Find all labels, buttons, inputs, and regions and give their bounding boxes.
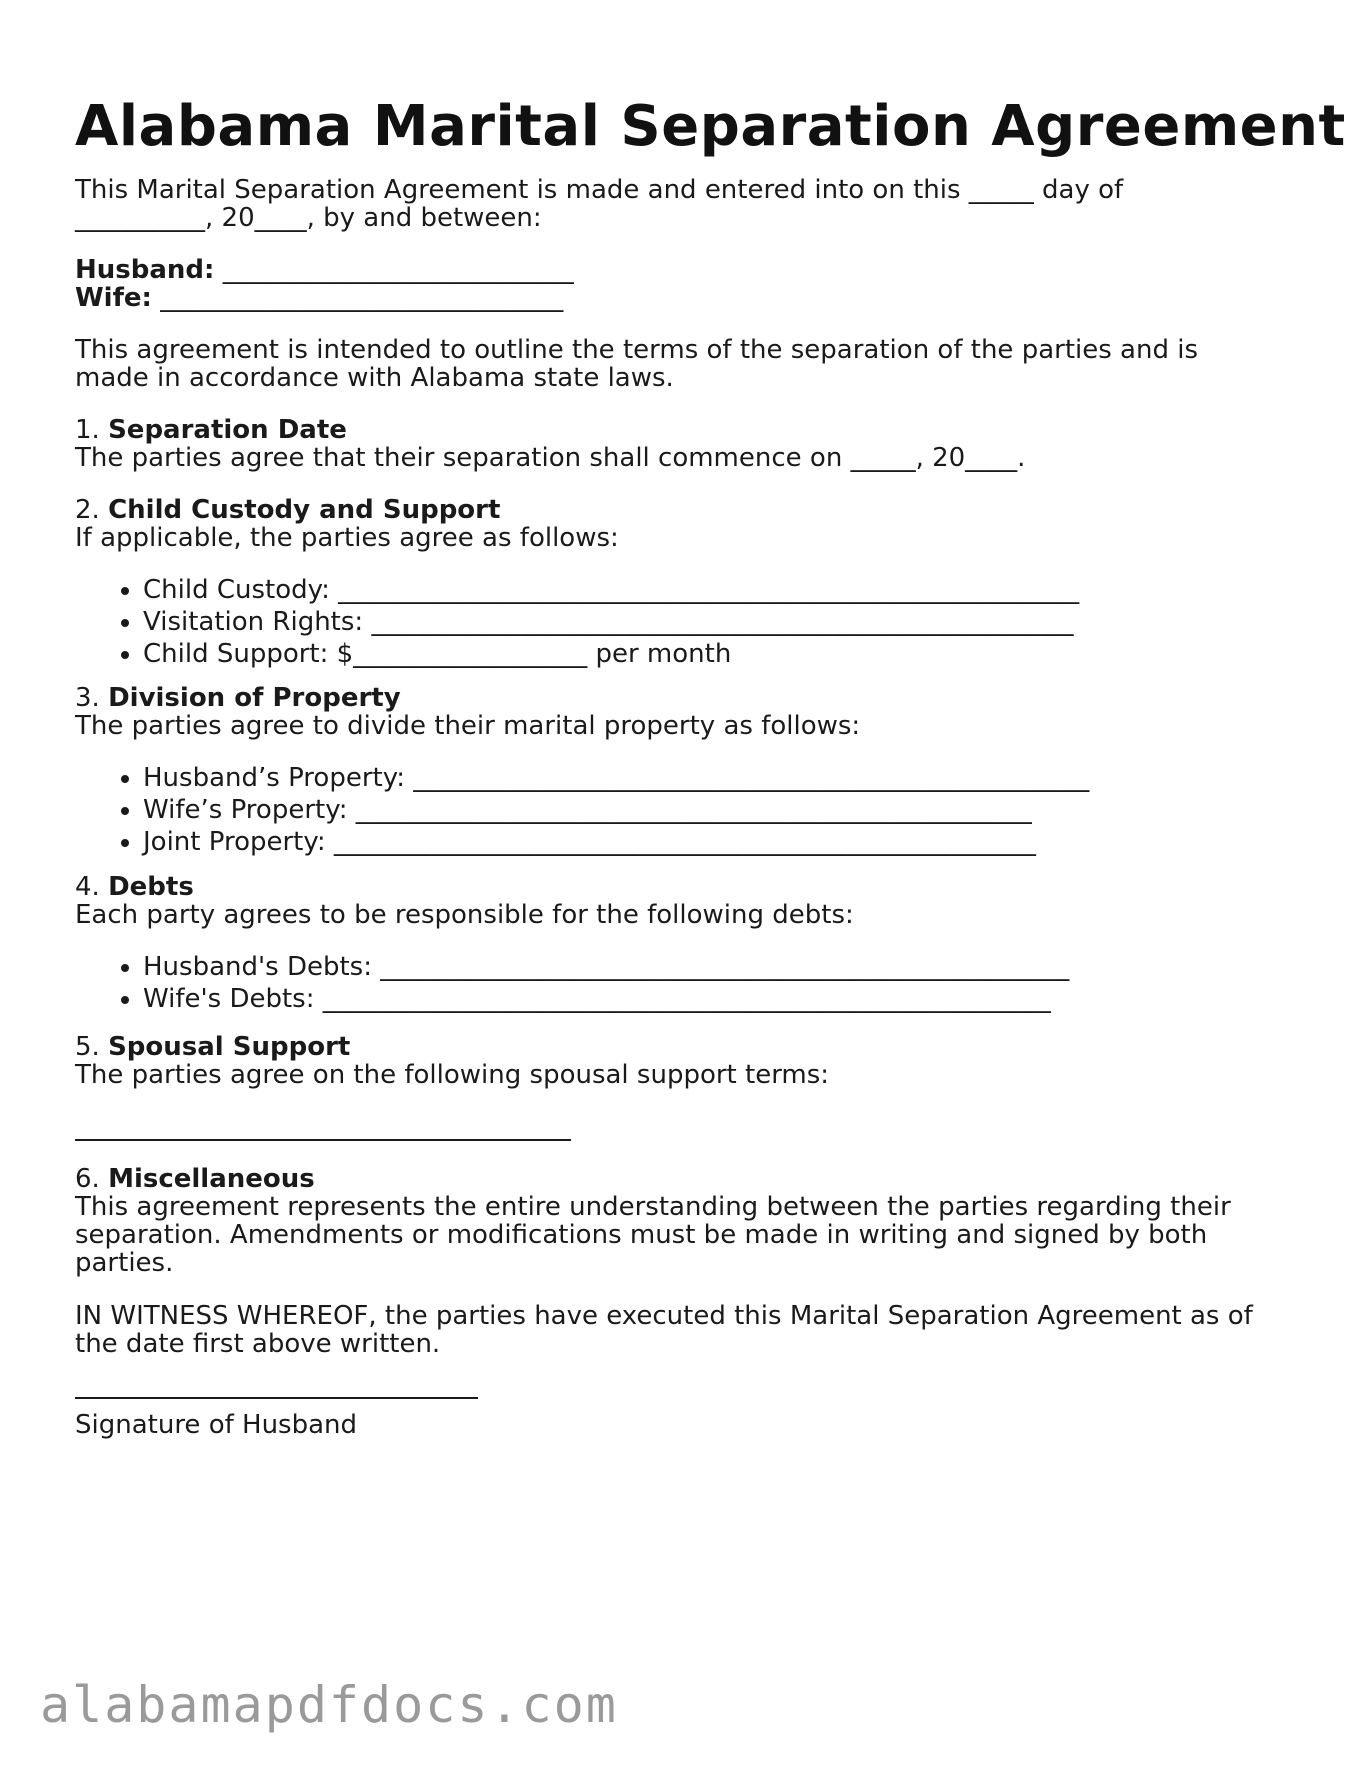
section-4-list bbox=[75, 951, 1069, 1015]
purpose-line-1: This agreement is intended to outline the terms of the separation of the parties and is bbox=[75, 335, 1198, 365]
list-item-wife-debts[interactable]: • Wife's Debts: ________________________________________________________ bbox=[143, 983, 1069, 1015]
section-1-number: 1. bbox=[75, 415, 100, 445]
section-1-title: Separation Date bbox=[108, 415, 347, 445]
wife-blank[interactable]: _______________________________ bbox=[160, 283, 564, 313]
wife-field bbox=[75, 282, 563, 314]
list-item-child-support[interactable]: • Child Support: $__________________ per month bbox=[143, 638, 1079, 670]
intro-line-1: This Marital Separation Agreement is made and entered into on this _____ day of bbox=[75, 175, 1124, 205]
section-3-text: The parties agree to divide their marital property as follows: bbox=[75, 711, 861, 741]
section-3-number: 3. bbox=[75, 683, 100, 713]
section-6-title: Miscellaneous bbox=[108, 1164, 315, 1194]
section-4-text: Each party agrees to be responsible for the following debts: bbox=[75, 900, 854, 930]
section-6-line-2: separation. Amendments or modifications must be made in writing and signed by both bbox=[75, 1220, 1208, 1250]
section-5-title: Spousal Support bbox=[108, 1032, 351, 1062]
section-1-text: The parties agree that their separation shall commence on _____, 20____. bbox=[75, 443, 1026, 473]
list-item-wife-property[interactable]: • Wife’s Property: ____________________________________________________ bbox=[143, 794, 1089, 826]
section-5-text: The parties agree on the following spousal support terms: bbox=[75, 1060, 830, 1090]
husband-blank[interactable]: ___________________________ bbox=[222, 255, 574, 285]
list-item-child-custody[interactable]: • Child Custody: _________________________________________________________ bbox=[143, 574, 1079, 606]
section-4-title: Debts bbox=[108, 872, 194, 902]
husband-signature-label: Signature of Husband bbox=[75, 1410, 358, 1440]
list-item-husband-debts[interactable]: • Husband's Debts: _____________________________________________________ bbox=[143, 951, 1069, 983]
section-6-line-1: This agreement represents the entire understanding between the parties regarding their bbox=[75, 1192, 1231, 1222]
list-item-joint-property[interactable]: • Joint Property: ______________________________________________________ bbox=[143, 826, 1089, 858]
section-2-list bbox=[75, 574, 1079, 670]
witness-line-1: IN WITNESS WHEREOF, the parties have executed this Marital Separation Agreement as of bbox=[75, 1301, 1253, 1331]
section-3-list bbox=[75, 762, 1089, 858]
witness-line-2: the date first above written. bbox=[75, 1329, 441, 1359]
document-title: Alabama Marital Separation Agreement bbox=[75, 94, 1346, 159]
section-6-number: 6. bbox=[75, 1164, 100, 1194]
husband-label: Husband: bbox=[75, 255, 215, 285]
list-item-visitation-rights[interactable]: • Visitation Rights: ______________________________________________________ bbox=[143, 606, 1079, 638]
list-item-husband-property[interactable]: • Husband’s Property: ____________________________________________________ bbox=[143, 762, 1089, 794]
section-4-number: 4. bbox=[75, 872, 100, 902]
section-5-number: 5. bbox=[75, 1032, 100, 1062]
watermark: alabamapdfdocs.com bbox=[40, 1676, 618, 1734]
section-2-text: If applicable, the parties agree as follows: bbox=[75, 523, 619, 553]
wife-label: Wife: bbox=[75, 283, 152, 313]
intro-line-2: __________, 20____, by and between: bbox=[75, 203, 542, 233]
section-3-title: Division of Property bbox=[108, 683, 401, 713]
section-2-number: 2. bbox=[75, 495, 100, 525]
section-6-line-3: parties. bbox=[75, 1248, 174, 1278]
husband-signature-line[interactable] bbox=[75, 1397, 478, 1399]
section-2-title: Child Custody and Support bbox=[108, 495, 501, 525]
spousal-support-blank[interactable] bbox=[75, 1139, 571, 1141]
purpose-line-2: made in accordance with Alabama state laws. bbox=[75, 363, 674, 393]
